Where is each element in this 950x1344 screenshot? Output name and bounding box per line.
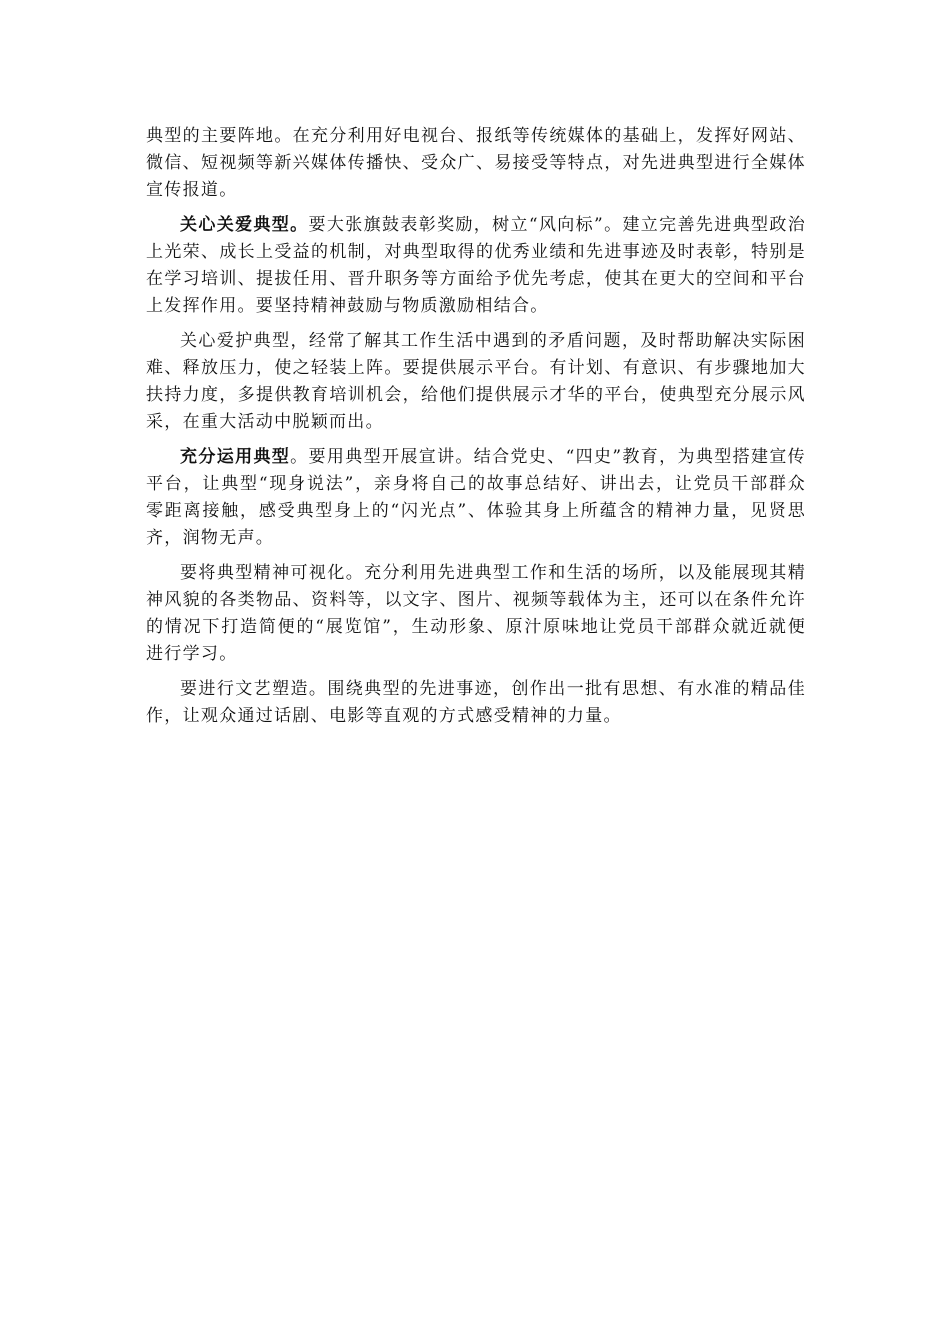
paragraph-4 xyxy=(146,444,806,552)
paragraph-2 xyxy=(146,212,806,320)
paragraph-2-heading: 关心关爱典型。 xyxy=(180,215,309,235)
document-body xyxy=(146,123,806,738)
paragraph-3 xyxy=(146,328,806,436)
paragraph-5-text: 要将典型精神可视化。充分利用先进典型工作和生活的场所，以及能展现其精神风貌的各类物品、资料等，以文字、图片、视频等载体为主，还可以在条件允许的情况下打造简便的“展览馆”，生动形象、原汁原味地让党员干部群众就近就便进行学习。 xyxy=(146,563,806,664)
paragraph-4-heading: 充分运用典型 xyxy=(180,447,291,467)
paragraph-4-text: 。要用典型开展宣讲。结合党史、“四史”教育，为典型搭建宣传平台，让典型“现身说法”，亲身将自己的故事总结好、讲出去，让党员干部群众零距离接触，感受典型身上的“闪光点”、体验其身上所蕴含的精神力量，见贤思齐，润物无声。 xyxy=(146,447,806,548)
paragraph-2-text: 要大张旗鼓表彰奖励，树立“风向标”。建立完善先进典型政治上光荣、成长上受益的机制，对典型取得的优秀业绩和先进事迹及时表彰，特别是在学习培训、提拔任用、晋升职务等方面给予优先考虑，使其在更大的空间和平台上发挥作用。要坚持精神鼓励与物质激励相结合。 xyxy=(146,215,807,316)
paragraph-6 xyxy=(146,676,806,730)
paragraph-3-text: 关心爱护典型，经常了解其工作生活中遇到的矛盾问题，及时帮助解决实际困难、释放压力，使之轻装上阵。要提供展示平台。有计划、有意识、有步骤地加大扶持力度，多提供教育培训机会，给他们提供展示才华的平台，使典型充分展示风采，在重大活动中脱颖而出。 xyxy=(146,331,806,432)
paragraph-1-text: 典型的主要阵地。在充分利用好电视台、报纸等传统媒体的基础上，发挥好网站、微信、短视频等新兴媒体传播快、受众广、易接受等特点，对先进典型进行全媒体宣传报道。 xyxy=(146,126,806,200)
paragraph-6-text: 要进行文艺塑造。围绕典型的先进事迹，创作出一批有思想、有水准的精品佳作，让观众通过话剧、电影等直观的方式感受精神的力量。 xyxy=(146,679,806,726)
paragraph-1 xyxy=(146,123,806,204)
paragraph-5 xyxy=(146,560,806,668)
